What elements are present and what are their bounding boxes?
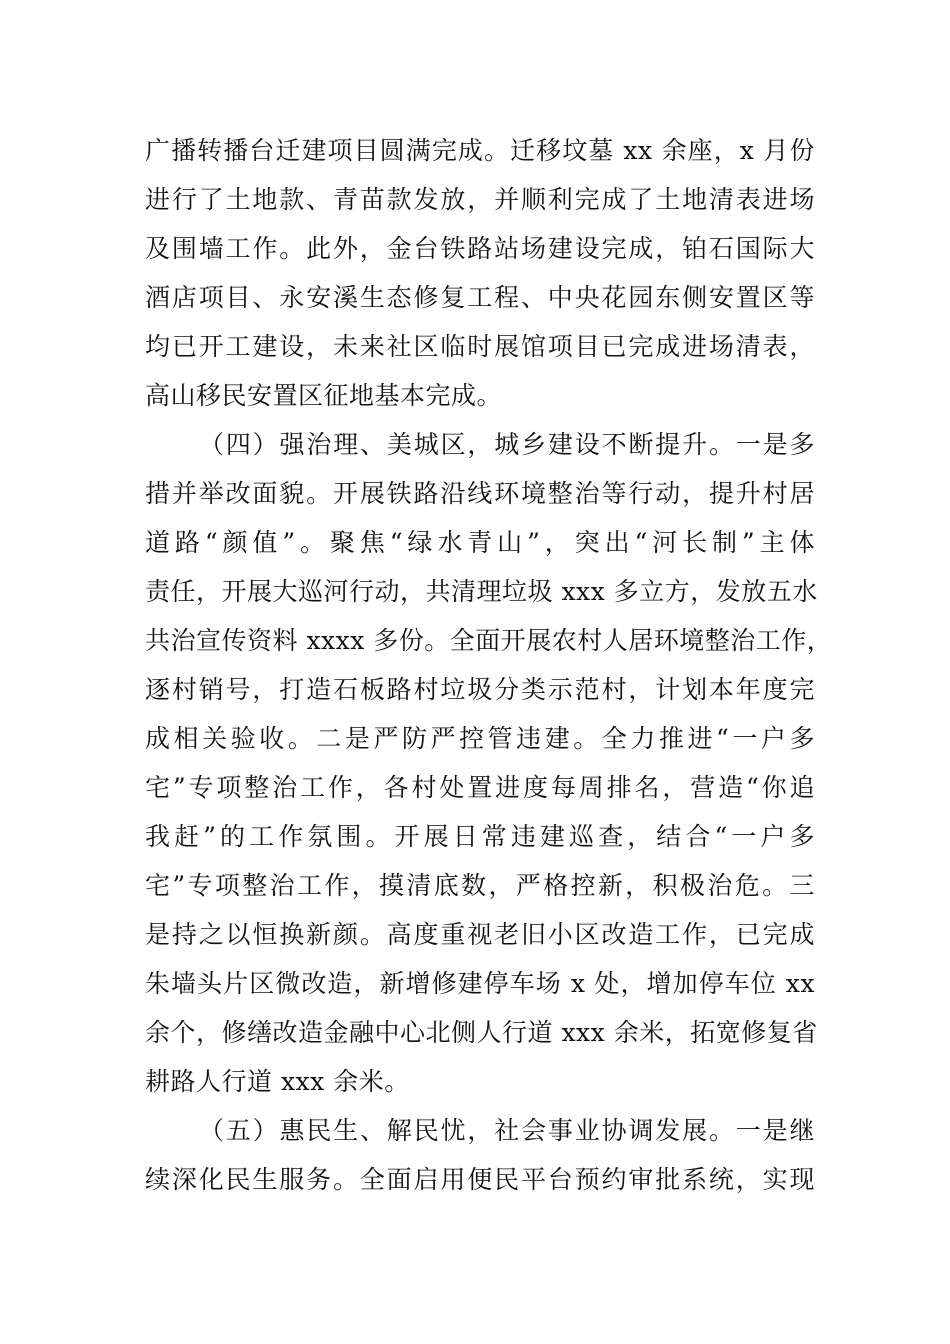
text-line: （四）强治理、美城区，城乡建设不断提升。一是多 (199, 430, 815, 459)
text-line: 续深化民生服务。全面启用便民平台预约审批系统，实现 (145, 1165, 815, 1194)
text-line: 逐村销号，打造石板路村垃圾分类示范村，计划本年度完 (145, 675, 815, 704)
text-line: 宅”专项整治工作，各村处置进度每周排名，营造“你追 (145, 773, 815, 802)
text-line: 余个，修缮改造金融中心北侧人行道 xxx 余米，拓宽修复省 (145, 1018, 818, 1047)
text-line: （五）惠民生、解民忧，社会事业协调发展。一是继 (199, 1116, 815, 1145)
text-line: 及围墙工作。此外，金台铁路站场建设完成，铂石国际大 (145, 234, 815, 263)
text-line: 措并举改面貌。开展铁路沿线环境整治等行动，提升村居 (145, 479, 815, 508)
text-line: 道路“颜值”。聚焦“绿水青山”，突出“河长制”主体 (145, 528, 815, 557)
text-line: 广播转播台迁建项目圆满完成。迁移坟墓 xx 余座，x 月份 (145, 136, 815, 165)
text-line: 共治宣传资料 xxxx 多份。全面开展农村人居环境整治工作， (145, 626, 833, 655)
text-line: 是持之以恒换新颜。高度重视老旧小区改造工作，已完成 (145, 920, 815, 949)
text-line: 朱墙头片区微改造，新增修建停车场 x 处，增加停车位 xx (145, 969, 815, 998)
document-body (145, 126, 833, 1204)
text-line: 均已开工建设，未来社区临时展馆项目已完成进场清表， (145, 332, 815, 361)
text-line: 责任，开展大巡河行动，共清理垃圾 xxx 多立方，发放五水 (145, 577, 818, 606)
text-line: 耕路人行道 xxx 余米。 (145, 1067, 410, 1096)
paragraph-section-4 (145, 420, 833, 1106)
paragraph-continued (145, 126, 815, 420)
text-line: 酒店项目、永安溪生态修复工程、中央花园东侧安置区等 (145, 283, 815, 312)
text-line: 我赶”的工作氛围。开展日常违建巡查，结合“一户多 (145, 822, 815, 851)
text-line: 宅”专项整治工作，摸清底数，严格控新，积极治危。三 (145, 871, 815, 900)
text-line: 高山移民安置区征地基本完成。 (145, 381, 503, 410)
paragraph-section-5 (145, 1106, 815, 1204)
text-line: 成相关验收。二是严防严控管违建。全力推进“一户多 (145, 724, 815, 753)
text-line: 进行了土地款、青苗款发放，并顺利完成了土地清表进场 (145, 185, 815, 214)
